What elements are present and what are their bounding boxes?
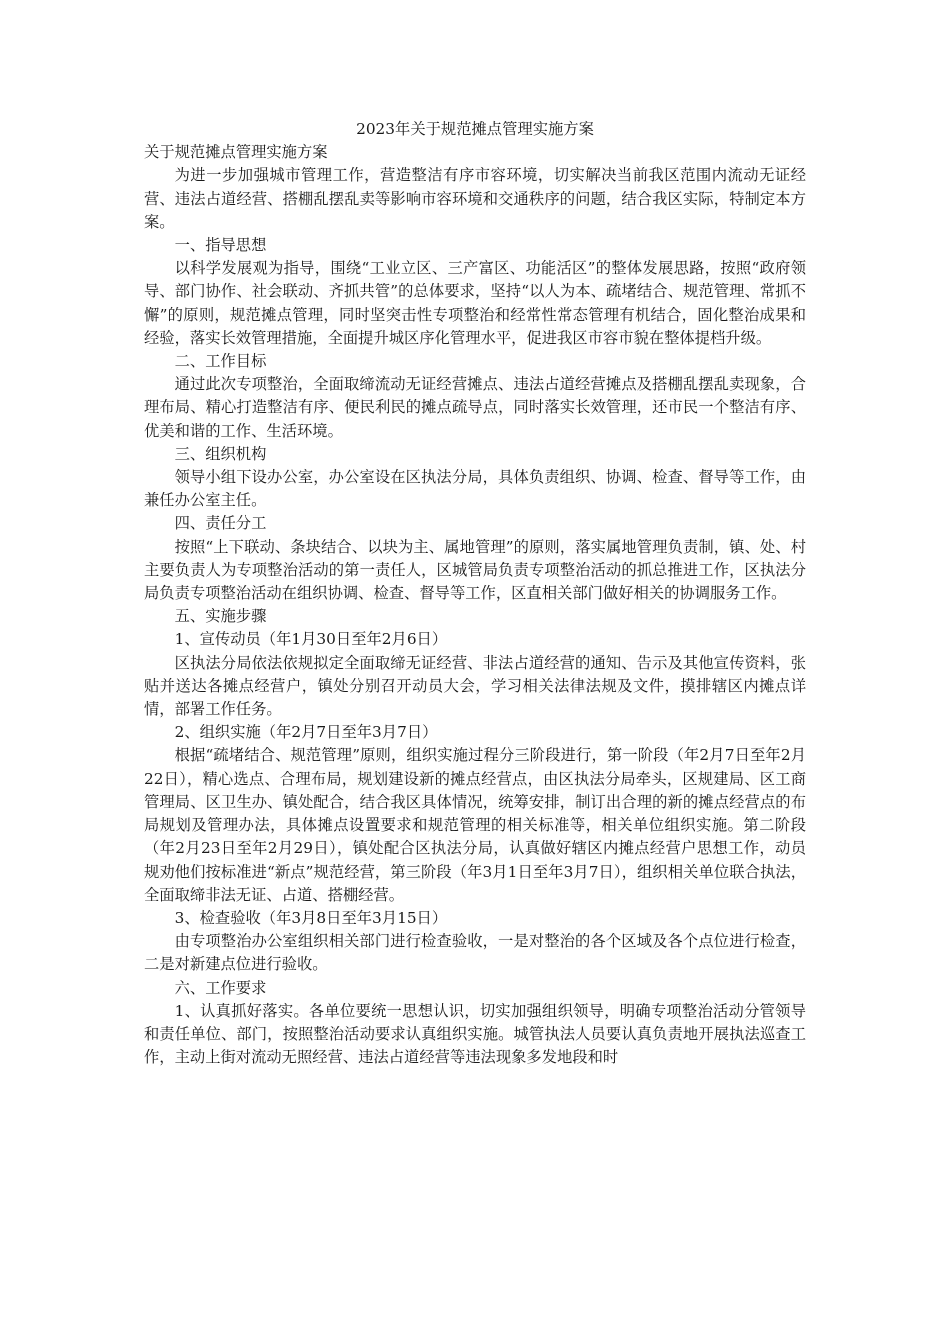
requirement-1-paragraph: 1、认真抓好落实。各单位要统一思想认识，切实加强组织领导，明确专项整治活动分管领导和责任单位、部门，按照整治活动要求认真组织实施。城管执法人员要认真负责地开展执法巡查工作，主动上街对流动无照经营、违法占道经营等违法现象多发地段和时 bbox=[144, 1001, 806, 1067]
step-1-paragraph: 区执法分局依法依规拟定全面取缔无证经营、非法占道经营的通知、告示及其他宣传资料，张贴并送达各摊点经营户，镇处分别召开动员大会，学习相关法律法规及文件，摸排辖区内摊点详情，部署工作任务。 bbox=[144, 653, 806, 719]
document-page bbox=[144, 118, 806, 1069]
step-1-heading: 1、宣传动员（年1月30日至年2月6日） bbox=[174, 630, 448, 649]
section-1-heading: 一、指导思想 bbox=[174, 236, 267, 255]
section-3-heading: 三、组织机构 bbox=[174, 444, 267, 463]
step-2-paragraph: 根据“疏堵结合、规范管理”原则，组织实施过程分三阶段进行，第一阶段（年2月7日至年2月22日），精心选点、合理布局，规划建设新的摊点经营点，由区执法分局牵头，区规建局、区工商管理局、区卫生办、镇处配合，结合我区具体情况，统筹安排，制订出合理的新的摊点经营点的布局规划及管理办法，具体摊点设置要求和规范管理的相关标准等，相关单位组织实施。第二阶段（年2月23日至年2月29日），镇处配合区执法分局，认真做好辖区内摊点经营户思想工作，动员规劝他们按标准进“新点”规范经营，第三阶段（年3月1日至年3月7日），组织相关单位联合执法，全面取缔非法无证、占道、搭棚经营。 bbox=[144, 746, 806, 904]
section-4-paragraph: 按照“上下联动、条块结合、以块为主、属地管理”的原则，落实属地管理负责制，镇、处、村主要负责人为专项整治活动的第一责任人，区城管局负责专项整治活动的抓总推进工作，区执法分局负责专项整治活动在组织协调、检查、督导等工作，区直相关部门做好相关的协调服务工作。 bbox=[144, 537, 806, 603]
intro-paragraph: 为进一步加强城市管理工作，营造整洁有序市容环境，切实解决当前我区范围内流动无证经营、违法占道经营、搭棚乱摆乱卖等影响市容环境和交通秩序的问题，结合我区实际，特制定本方案。 bbox=[144, 166, 806, 231]
document-title: 2023年关于规范摊点管理实施方案 bbox=[356, 120, 594, 138]
section-2-paragraph: 通过此次专项整治，全面取缔流动无证经营摊点、违法占道经营摊点及搭棚乱摆乱卖现象，合理布局、精心打造整洁有序、便民利民的摊点疏导点，同时落实长效管理，还市民一个整洁有序、优美和谐的工作、生活环境。 bbox=[144, 375, 806, 440]
document-subtitle: 关于规范摊点管理实施方案 bbox=[144, 143, 328, 162]
section-1-paragraph: 以科学发展观为指导，围绕“工业立区、三产富区、功能活区”的整体发展思路，按照“政府领导、部门协作、社会联动、齐抓共管”的总体要求，坚持“以人为本、疏堵结合、规范管理、常抓不懈”的原则，规范摊点管理，同时坚突击性专项整治和经常性常态管理有机结合，固化整治成果和经验，落实长效管理措施，全面提升城区序化管理水平，促进我区市容市貌在整体提档升级。 bbox=[144, 259, 806, 347]
section-2-heading: 二、工作目标 bbox=[174, 352, 267, 371]
section-4-heading: 四、责任分工 bbox=[174, 514, 267, 533]
step-3-heading: 3、检查验收（年3月8日至年3月15日） bbox=[174, 908, 448, 927]
section-3-paragraph: 领导小组下设办公室，办公室设在区执法分局，具体负责组织、协调、检查、督导等工作，由兼任办公室主任。 bbox=[144, 468, 806, 510]
step-2-heading: 2、组织实施（年2月7日至年3月7日） bbox=[174, 723, 438, 742]
section-6-heading: 六、工作要求 bbox=[174, 978, 267, 997]
step-3-paragraph: 由专项整治办公室组织相关部门进行检查验收，一是对整治的各个区域及各个点位进行检查，二是对新建点位进行验收。 bbox=[144, 932, 806, 974]
section-5-heading: 五、实施步骤 bbox=[174, 607, 267, 626]
